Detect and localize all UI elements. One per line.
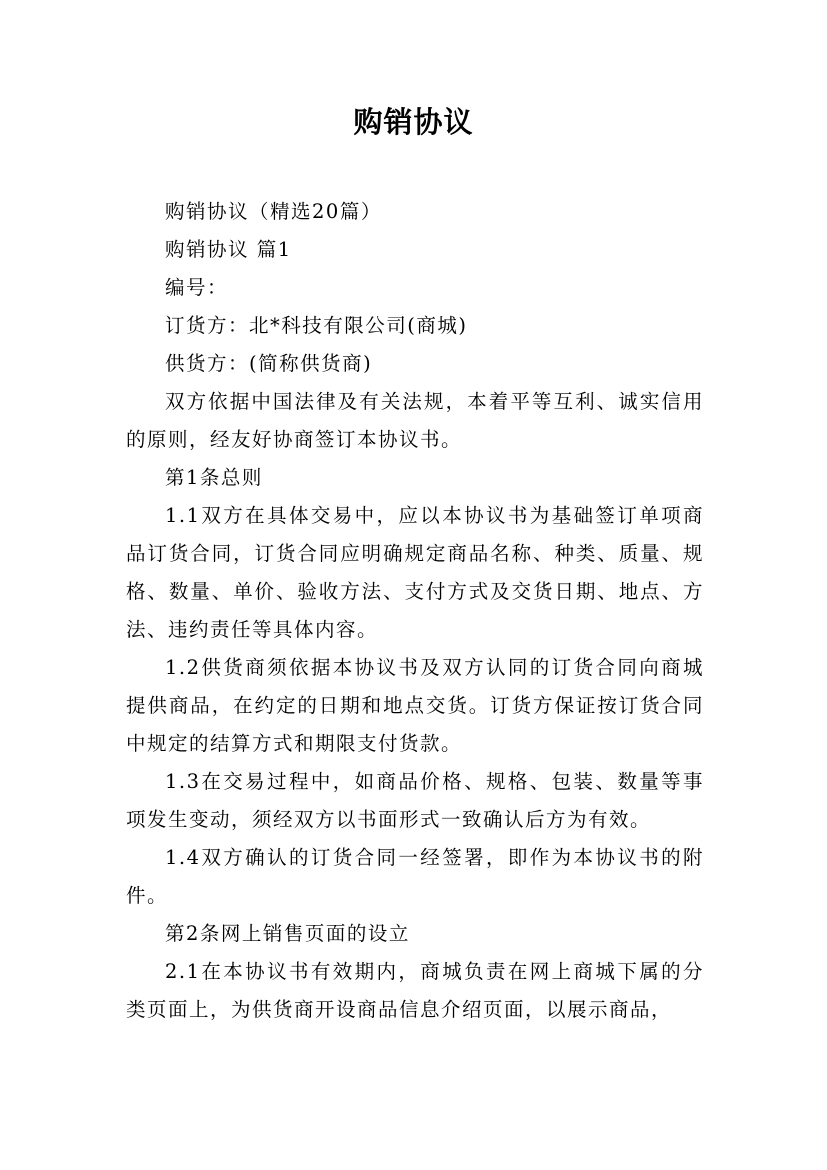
paragraph-article-2: 第2条网上销售页面的设立 — [165, 922, 410, 945]
paragraph-clause-1-4: 1.4双方确认的订货合同一经签署，即作为本协议书的附件。 — [126, 846, 704, 907]
document-body — [126, 193, 704, 1029]
document-title: 购销协议 — [353, 105, 474, 139]
paragraph-supplier: 供货方：(简称供货商) — [165, 352, 373, 375]
paragraph-clause-2-1: 2.1在本协议书有效期内，商城负责在网上商城下属的分类页面上，为供货商开设商品信息介绍页面，以展示商品， — [126, 960, 704, 1021]
paragraph-section-label: 购销协议 篇1 — [165, 238, 292, 261]
paragraph-clause-1-2: 1.2供货商须依据本协议书及双方认同的订货合同向商城提供商品，在约定的日期和地点交货。订货方保证按订货合同中规定的结算方式和期限支付货款。 — [126, 656, 704, 755]
paragraph-buyer: 订货方：北*科技有限公司(商城) — [165, 314, 468, 337]
paragraph-clause-1-3: 1.3在交易过程中，如商品价格、规格、包装、数量等事项发生变动，须经双方以书面形式一致确认后方为有效。 — [126, 770, 704, 831]
paragraph-preamble: 双方依据中国法律及有关法规，本着平等互利、诚实信用的原则，经友好协商签订本协议书。 — [126, 390, 704, 451]
paragraph-article-1: 第1条总则 — [165, 466, 263, 489]
paragraph-clause-1-1: 1.1双方在具体交易中，应以本协议书为基础签订单项商品订货合同，订货合同应明确规定商品名称、种类、质量、规格、数量、单价、验收方法、支付方式及交货日期、地点、方法、违约责任等具体内容。 — [126, 504, 704, 641]
paragraph-heading: 购销协议（精选20篇） — [165, 200, 382, 223]
paragraph-number: 编号： — [165, 276, 229, 299]
